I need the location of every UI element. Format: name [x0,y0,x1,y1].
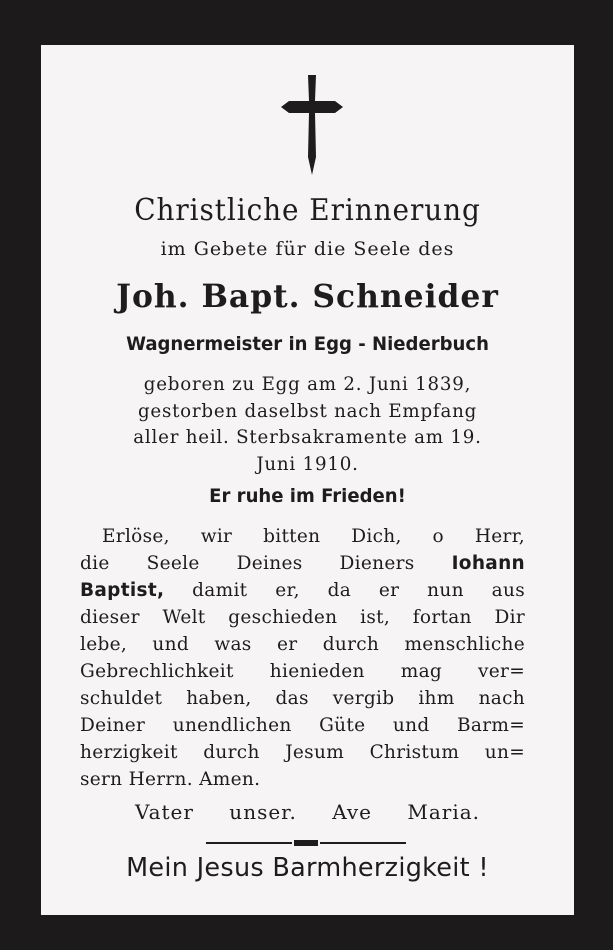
divider-line-left [206,842,292,844]
divider-center-block [294,840,318,846]
prayer-line: schuldet haben, das vergib ihm nach [80,688,525,709]
prayer-line [80,577,525,604]
card-footer: Mein Jesus Barmherzigkeit ! [126,853,489,883]
prayer-fragment: damit er, da er nun aus [192,580,525,601]
prayer-line: Deiner unendlichen Güte und Barm= [80,715,525,736]
prayer-line: Erlöse, wir bitten Dich, o Herr, [102,526,525,547]
closing-prayer: Vater unser. [134,800,297,824]
prayer-line: sern Herrn. Amen. [80,769,261,790]
card-subheading: im Gebete für die Seele des [160,238,455,260]
prayer-line: Gebrechlichkeit hienieden mag ver= [80,661,525,682]
dates-line: gestorben daselbst nach Empfang [137,399,478,422]
prayer-name-emphasis: Baptist, [80,580,165,601]
prayer-line [80,550,525,577]
prayer-line: herzigkeit durch Jesum Christum un= [80,742,525,763]
life-dates [52,371,564,477]
prayer-line: dieser Welt geschieden ist, fortan Dir [80,607,525,628]
deceased-name: Joh. Bapt. Schneider [116,277,499,315]
prayer-line: lebe, und was er durch menschliche [80,634,525,655]
closing-prayers [41,800,574,824]
ornamental-divider [206,840,406,846]
cross-icon [278,73,346,177]
prayer-text [80,523,525,793]
dates-line: Juni 1910. [256,452,359,475]
divider-line-right [320,842,406,844]
card-paper [41,45,574,915]
prayer-name-emphasis: Iohann [451,553,526,574]
card-heading: Christliche Erinnerung [134,193,481,228]
closing-prayer: Ave Maria. [332,800,481,824]
dates-line: geboren zu Egg am 2. Juni 1839, [143,373,472,395]
prayer-fragment: die Seele Deines Dieners [80,553,415,574]
rest-in-peace: Er ruhe im Frieden! [209,485,406,507]
dates-line: aller heil. Sterbsakramente am 19. [133,426,482,448]
occupation: Wagnermeister in Egg - Niederbuch [126,333,489,355]
